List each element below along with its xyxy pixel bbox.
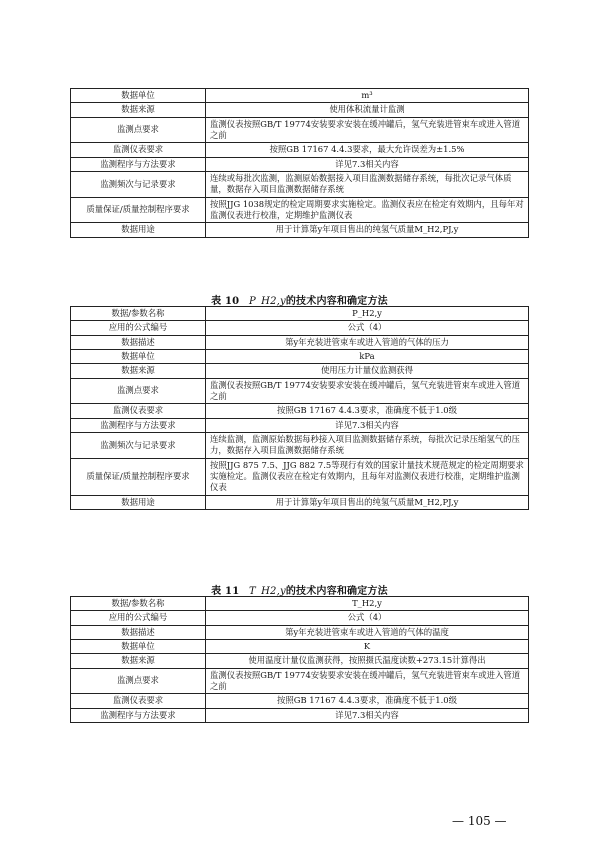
row-value: 监测仪表按照GB/T 19774安装要求安装在缓冲罐后，氢气充装进管束车或进入管道之前 xyxy=(206,668,529,694)
row-label: 监测点要求 xyxy=(71,117,206,143)
table-row xyxy=(71,611,529,625)
row-label: 质量保证/质量控制程序要求 xyxy=(71,197,206,223)
table-row xyxy=(71,378,529,404)
row-label: 数据/参数名称 xyxy=(71,307,206,321)
table-row xyxy=(71,143,529,157)
table11-caption xyxy=(70,582,529,597)
table11-caption-prefix: 表 11 xyxy=(211,586,240,597)
table11-caption-symbol: T_H2,y xyxy=(249,586,286,597)
row-value: 连续或每批次监测，监测原始数据接入项目监测数据储存系统，每批次记录气体质量，数据存入项目监测数据储存系统 xyxy=(206,172,529,198)
table-row xyxy=(71,708,529,722)
row-label: 数据单位 xyxy=(71,89,206,103)
page-number: — 105 — xyxy=(452,814,507,828)
row-value: 监测仪表按照GB/T 19774安装要求安装在缓冲罐后，氢气充装进管束车或进入管道之前 xyxy=(206,378,529,404)
table10-caption-suffix: 的技术内容和确定方法 xyxy=(285,296,388,307)
table11-caption-suffix: 的技术内容和确定方法 xyxy=(285,586,388,597)
row-label: 数据单位 xyxy=(71,350,206,364)
row-value: 连续监测，监测原始数据每秒接入项目监测数据储存系统，每批次记录压缩氢气的压力，数据存入项目监测数据储存系统 xyxy=(206,433,529,459)
row-label: 监测频次与记录要求 xyxy=(71,172,206,198)
row-label: 数据来源 xyxy=(71,364,206,378)
row-value: 第y年充装进管束车或进入管道的气体的压力 xyxy=(206,335,529,349)
row-label: 质量保证/质量控制程序要求 xyxy=(71,458,206,495)
table-row xyxy=(71,307,529,321)
table-row xyxy=(71,668,529,694)
row-value: 按照JJG 875 7.5、JJG 882 7.5等现行有效的国家计量技术规范规定的检定周期要求实施检定。监测仪表应在检定有效期内，且每年对监测仪表进行校准，定期维护监测仪表 xyxy=(206,458,529,495)
table-row xyxy=(71,597,529,611)
row-value: 按照GB 17167 4.4.3要求，最大允许误差为±1.5% xyxy=(206,143,529,157)
row-value: 使用压力计量仪监测获得 xyxy=(206,364,529,378)
row-label: 监测频次与记录要求 xyxy=(71,433,206,459)
table-row xyxy=(71,404,529,418)
table-row xyxy=(71,654,529,668)
row-label: 监测点要求 xyxy=(71,668,206,694)
table-row xyxy=(71,117,529,143)
table-row xyxy=(71,321,529,335)
row-value: 详见7.3相关内容 xyxy=(206,157,529,171)
table-row xyxy=(71,625,529,639)
table-prev-continued xyxy=(70,88,529,238)
row-value: 使用体积流量计监测 xyxy=(206,103,529,117)
row-value: 公式（4） xyxy=(206,611,529,625)
row-label: 数据用途 xyxy=(71,223,206,237)
row-value: 监测仪表按照GB/T 19774安装要求安装在缓冲罐后，氢气充装进管束车或进入管道之前 xyxy=(206,117,529,143)
table-row xyxy=(71,364,529,378)
table10-caption xyxy=(70,292,529,307)
row-label: 数据描述 xyxy=(71,335,206,349)
row-label: 监测程序与方法要求 xyxy=(71,157,206,171)
row-value: 详见7.3相关内容 xyxy=(206,708,529,722)
row-label: 监测仪表要求 xyxy=(71,404,206,418)
table-row xyxy=(71,495,529,509)
table10-caption-prefix: 表 10 xyxy=(211,296,240,307)
table-row xyxy=(71,433,529,459)
table-row xyxy=(71,223,529,237)
row-value: 按照GB 17167 4.4.3要求，准确度不低于1.0级 xyxy=(206,694,529,708)
row-value: 用于计算第y年项目售出的纯氢气质量M_H2,PJ,y xyxy=(206,495,529,509)
table-row xyxy=(71,103,529,117)
row-label: 应用的公式编号 xyxy=(71,611,206,625)
row-label: 应用的公式编号 xyxy=(71,321,206,335)
row-label: 数据来源 xyxy=(71,103,206,117)
table-row xyxy=(71,418,529,432)
row-value: P_H2,y xyxy=(206,307,529,321)
table10 xyxy=(70,306,529,510)
row-value: 第y年充装进管束车或进入管道的气体的温度 xyxy=(206,625,529,639)
table-row xyxy=(71,197,529,223)
table11 xyxy=(70,596,529,723)
row-label: 监测程序与方法要求 xyxy=(71,708,206,722)
table-row xyxy=(71,458,529,495)
row-value: m³ xyxy=(206,89,529,103)
row-value: 用于计算第y年项目售出的纯氢气质量M_H2,PJ,y xyxy=(206,223,529,237)
table10-caption-symbol: P_H2,y xyxy=(249,296,286,307)
row-label: 监测点要求 xyxy=(71,378,206,404)
row-value: 使用温度计量仪监测获得，按照摄氏温度读数+273.15计算得出 xyxy=(206,654,529,668)
row-label: 监测仪表要求 xyxy=(71,143,206,157)
table-row xyxy=(71,157,529,171)
table-row xyxy=(71,694,529,708)
table-row xyxy=(71,172,529,198)
row-label: 监测仪表要求 xyxy=(71,694,206,708)
table-row xyxy=(71,350,529,364)
row-value: 按照JJG 1038规定的检定周期要求实施检定。监测仪表应在检定有效期内，且每年对监测仪表进行校准，定期维护监测仪表 xyxy=(206,197,529,223)
row-value: 详见7.3相关内容 xyxy=(206,418,529,432)
row-label: 数据来源 xyxy=(71,654,206,668)
row-value: K xyxy=(206,640,529,654)
row-value: 按照GB 17167 4.4.3要求，准确度不低于1.0级 xyxy=(206,404,529,418)
table-row xyxy=(71,89,529,103)
table-row xyxy=(71,335,529,349)
row-value: T_H2,y xyxy=(206,597,529,611)
row-label: 数据用途 xyxy=(71,495,206,509)
row-label: 数据单位 xyxy=(71,640,206,654)
table-row xyxy=(71,640,529,654)
row-label: 监测程序与方法要求 xyxy=(71,418,206,432)
row-value: kPa xyxy=(206,350,529,364)
row-label: 数据描述 xyxy=(71,625,206,639)
row-value: 公式（4） xyxy=(206,321,529,335)
row-label: 数据/参数名称 xyxy=(71,597,206,611)
